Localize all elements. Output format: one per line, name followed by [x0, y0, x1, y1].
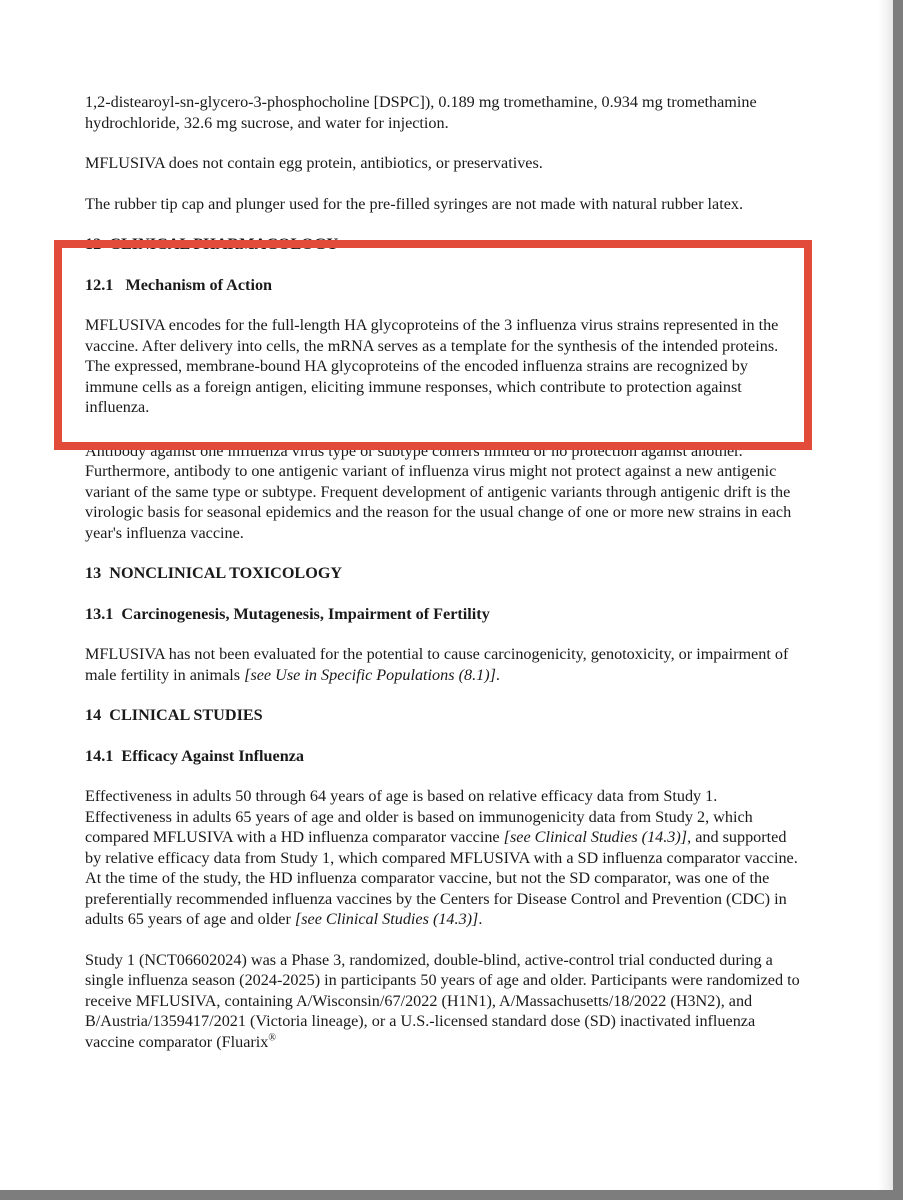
registered-mark: ®	[268, 1032, 276, 1044]
effectiveness-reference-2: [see Clinical Studies (14.3)]	[294, 910, 479, 928]
effectiveness-text-1: Effectiveness in adults 50 through 64 years of age is based on relative efficacy data from Study 1. Effectiveness in adults 65 years of age and older is based on immunogenicity data from Study 2, which compared MFLUSIVA with a HD influenza comparator vaccine	[85, 787, 753, 846]
effectiveness-paragraph	[85, 786, 805, 930]
section-14-1-heading: 14.1 Efficacy Against Influenza	[85, 746, 304, 765]
composition-paragraph: 1,2-distearoyl-sn-glycero-3-phosphocholine [DSPC]), 0.189 mg tromethamine, 0.934 mg tromethamine hydrochloride, 32.6 mg sucrose, and water for injection.	[85, 93, 757, 132]
effectiveness-text-2: , and supported by relative efficacy data from Study 1, which compared MFLUSIVA with a SD influenza comparator vaccine. At the time of the study, the HD influenza comparator vaccine, but not the SD comparator, was one of the preferentially recommended influenza vaccines by the Centers for Disease Control and Prevention (CDC) in adults 65 years of age and older	[85, 828, 798, 928]
effectiveness-end: .	[478, 910, 483, 928]
section-13-heading: 13 NONCLINICAL TOXICOLOGY	[85, 564, 343, 582]
nonclinical-text: MFLUSIVA has not been evaluated for the potential to cause carcinogenicity, genotoxicity, or impairment of male fertility in animals	[85, 645, 789, 684]
document-content	[85, 92, 805, 1052]
latex-paragraph: The rubber tip cap and plunger used for the pre-filled syringes are not made with natural rubber latex.	[85, 194, 744, 213]
antibody-paragraph: Antibody against one influenza virus type or subtype confers limited or no protection against another. Furthermore, antibody to one antigenic variant of influenza virus might not protect against a new antigenic variant of the same type or subtype. Frequent development of antigenic variants through antigenic drift is the virologic basis for seasonal epidemics and the reason for the usual change of one or more new strains in each year's influenza vaccine.	[85, 441, 792, 542]
study1-text: Study 1 (NCT06602024) was a Phase 3, randomized, double-blind, active-control trial conducted during a single influenza season (2024-2025) in participants 50 years of age and older. Participants were randomized to receive MFLUSIVA, containing A/Wisconsin/67/2022 (H1N1), A/Massachusetts/18/2022 (H3N2), and B/Austria/1359417/2021 (Victoria lineage), or a U.S.-licensed standard dose (SD) inactivated influenza vaccine comparator (Fluarix	[85, 950, 800, 1051]
study1-paragraph	[85, 950, 805, 1053]
effectiveness-reference-1: [see Clinical Studies (14.3)]	[503, 828, 688, 846]
section-13-1-heading: 13.1 Carcinogenesis, Mutagenesis, Impairment of Fertility	[85, 604, 490, 623]
nonclinical-paragraph	[85, 644, 805, 685]
mechanism-paragraph: MFLUSIVA encodes for the full-length HA glycoproteins of the 3 influenza virus strains represented in the vaccine. After delivery into cells, the mRNA serves as a template for the synthesis of the intended proteins. The expressed, membrane-bound HA glycoproteins of the encoded influenza strains are recognized by immune cells as a foreign antigen, eliciting immune responses, which contribute to protection against influenza.	[85, 316, 779, 416]
section-12-1-heading: 12.1 Mechanism of Action	[85, 275, 273, 294]
section-12-heading: 12 CLINICAL PHARMACOLOGY	[85, 235, 339, 253]
section-14-heading: 14 CLINICAL STUDIES	[85, 706, 263, 724]
nonclinical-end: .	[495, 665, 500, 684]
no-egg-paragraph: MFLUSIVA does not contain egg protein, antibiotics, or preservatives.	[85, 154, 543, 172]
page-edge-shadow	[878, 0, 893, 1190]
nonclinical-reference: [see Use in Specific Populations (8.1)]	[244, 665, 496, 684]
